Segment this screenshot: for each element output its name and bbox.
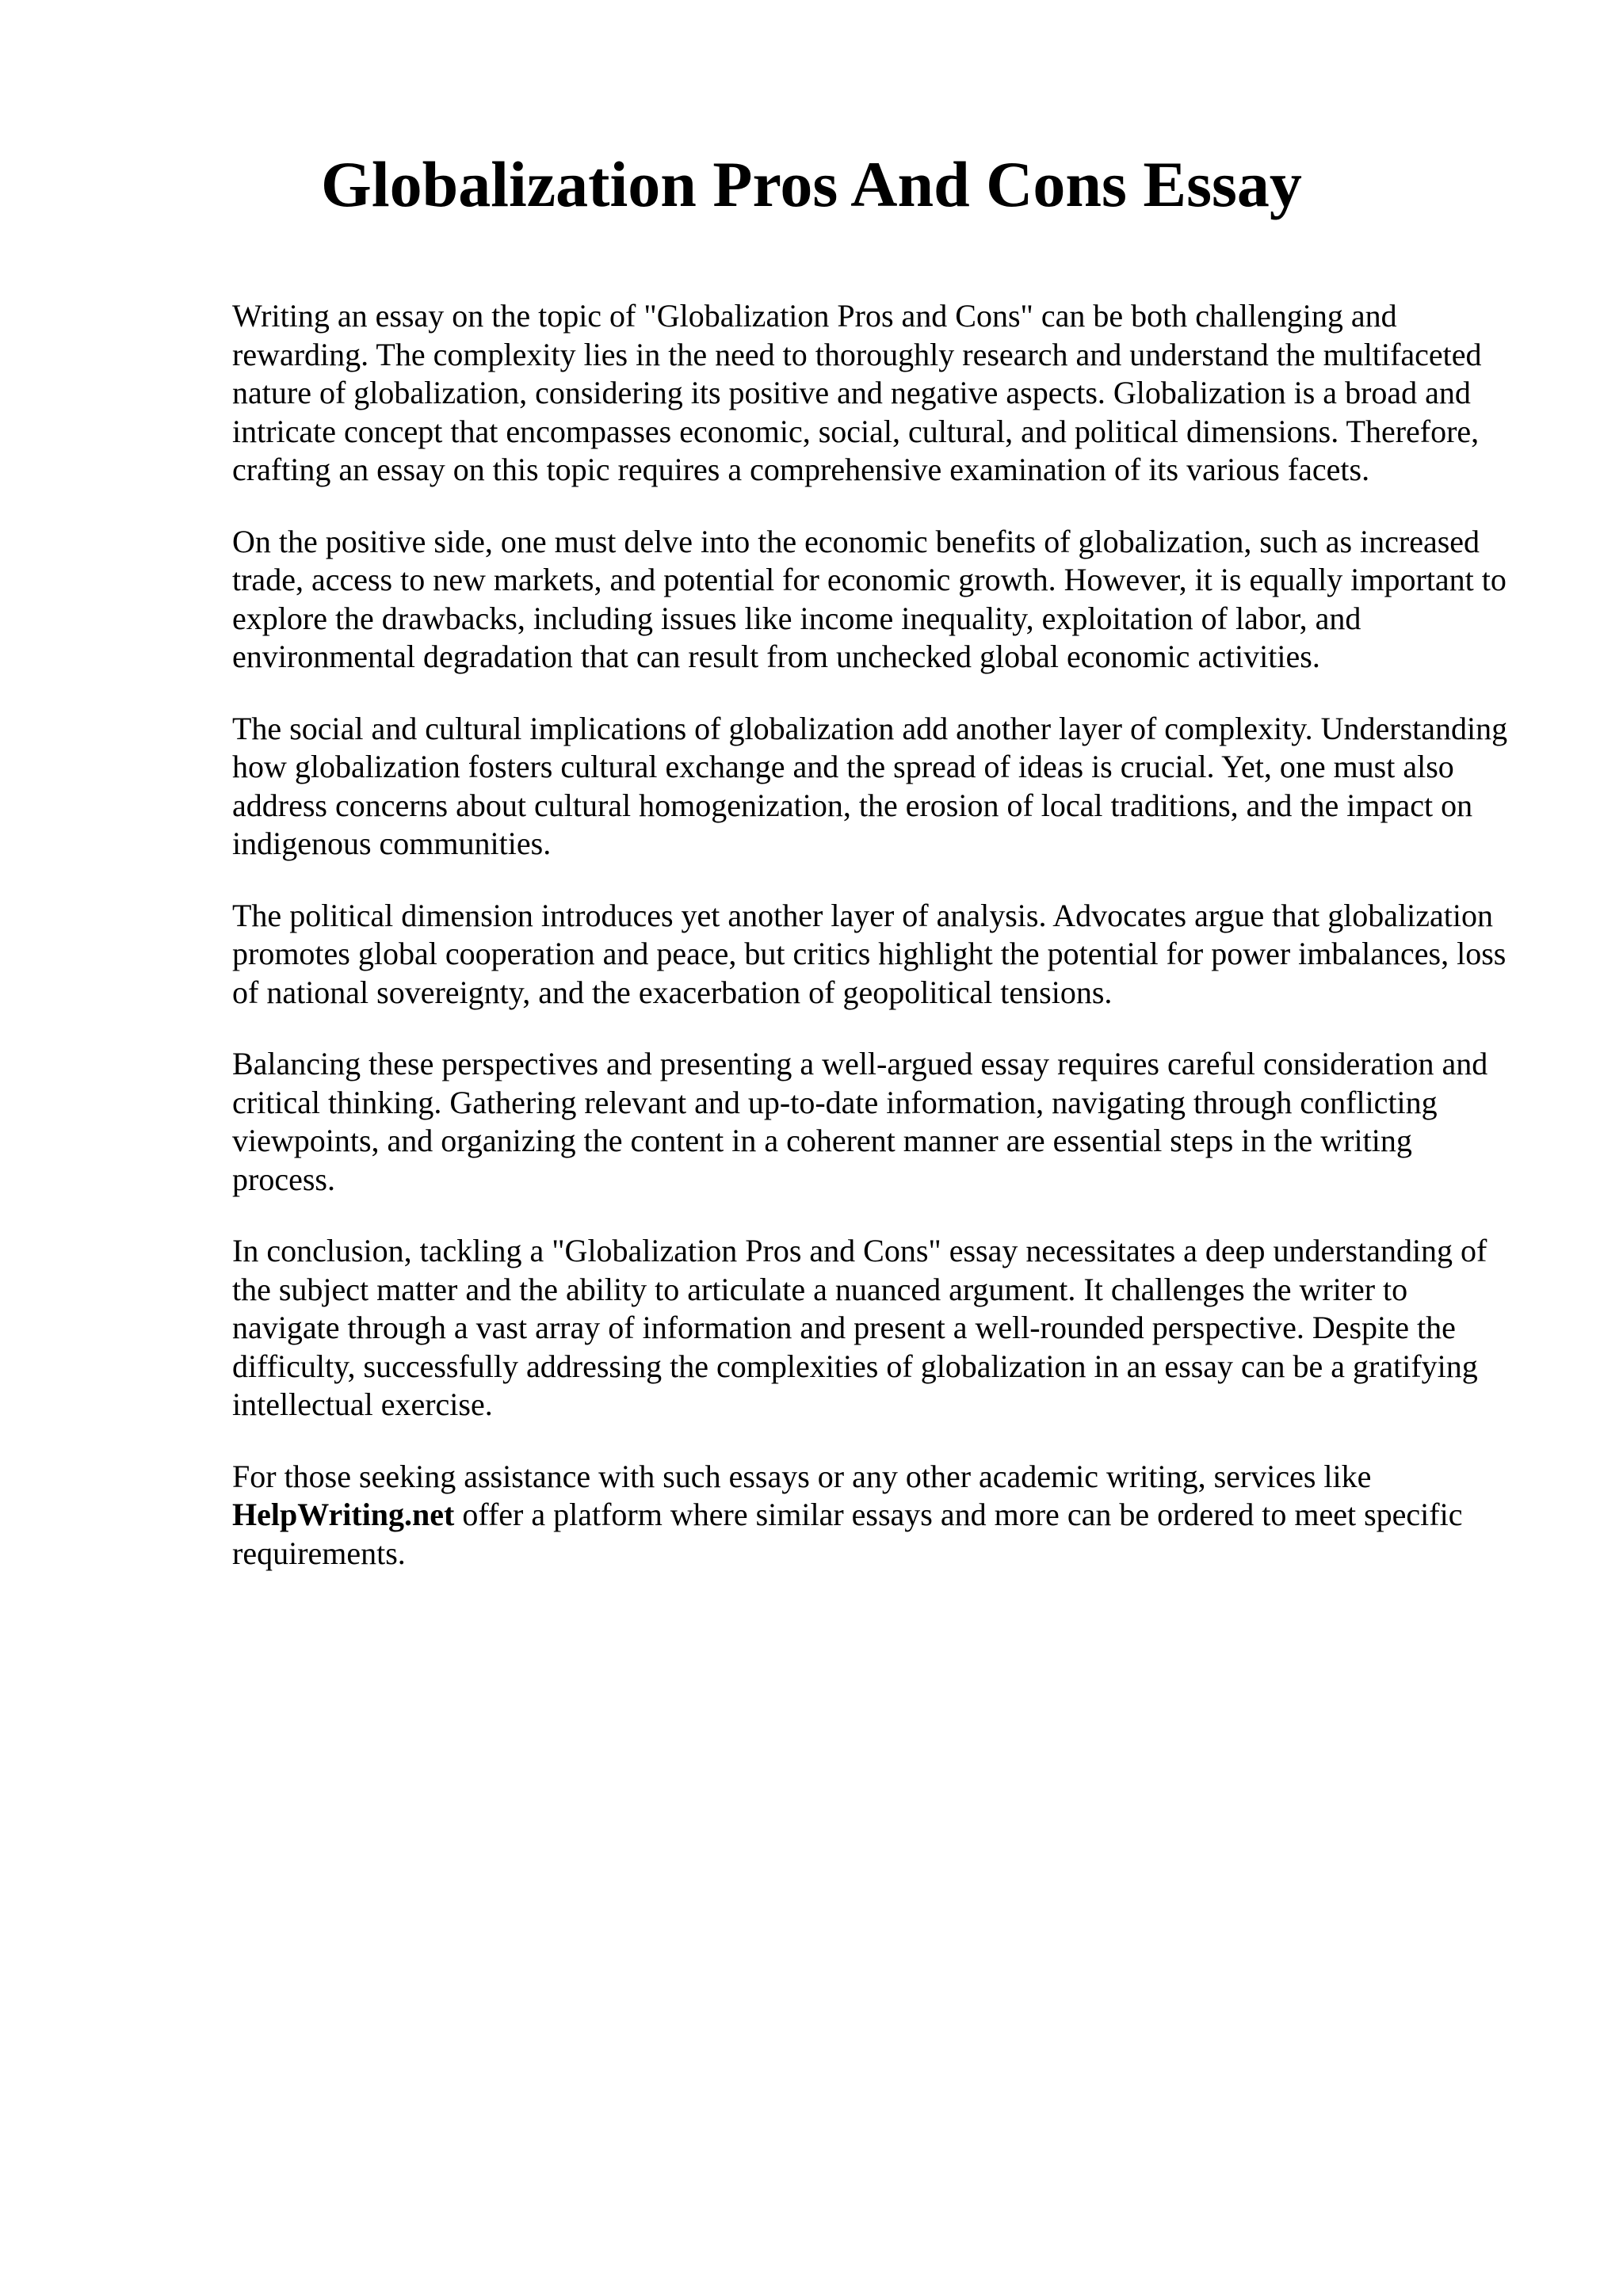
paragraph-conclusion: In conclusion, tackling a "Globalization Pros and Cons" essay necessitates a deep understanding of the subject matter and the ability to articulate a nuanced argument. It challenges the writer to navigate through a vast array of information and present a well-rounded perspective. Despite the difficulty, successfully addressing the complexities of globalization in an essay can be a gratifying intellectual exercise. bbox=[232, 1233, 1487, 1422]
paragraph-political: The political dimension introduces yet another layer of analysis. Advocates argue that globalization promotes global cooperation and peace, but critics highlight the potential for power imbalances, loss of national sovereignty, and the exacerbation of geopolitical tensions. bbox=[232, 897, 1507, 1010]
paragraph-intro: Writing an essay on the topic of "Globalization Pros and Cons" can be both challenging and rewarding. The complexity lies in the need to thoroughly research and understand the multifaceted nature of globalization, considering its positive and negative aspects. Globalization is a broad and intricate concept that encompasses economic, social, cultural, and political dimensions. Therefore, crafting an essay on this topic requires a comprehensive examination of its various facets. bbox=[232, 298, 1482, 487]
paragraph-balancing: Balancing these perspectives and presenting a well-argued essay requires careful consideration and critical thinking. Gathering relevant and up-to-date information, navigating through conflicting viewpoints, and organizing the content in a coherent manner are essential steps in the writing process. bbox=[232, 1046, 1488, 1197]
document-body bbox=[232, 297, 1516, 1606]
document-title: Globalization Pros And Cons Essay bbox=[321, 148, 1302, 220]
closing-text-after: offer a platform where similar essays and more can be ordered to meet specific requirements. bbox=[232, 1497, 1463, 1571]
paragraph-closing bbox=[232, 1458, 1516, 1573]
paragraph-social-cultural: The social and cultural implications of globalization add another layer of complexity. Understanding how globalization fosters cultural exchange and the spread of ideas is crucial. Yet, one must also address concerns about cultural homogenization, the erosion of local traditions, and the impact on indigenous communities. bbox=[232, 710, 1508, 861]
brand-name: HelpWriting.net bbox=[232, 1497, 455, 1532]
closing-text-before: For those seeking assistance with such essays or any other academic writing, services like bbox=[232, 1458, 1372, 1494]
paragraph-economic: On the positive side, one must delve into the economic benefits of globalization, such as increased trade, access to new markets, and potential for economic growth. However, it is equally important to explore the drawbacks, including issues like income inequality, exploitation of labor, and environmental degradation that can result from unchecked global economic activities. bbox=[232, 523, 1507, 674]
